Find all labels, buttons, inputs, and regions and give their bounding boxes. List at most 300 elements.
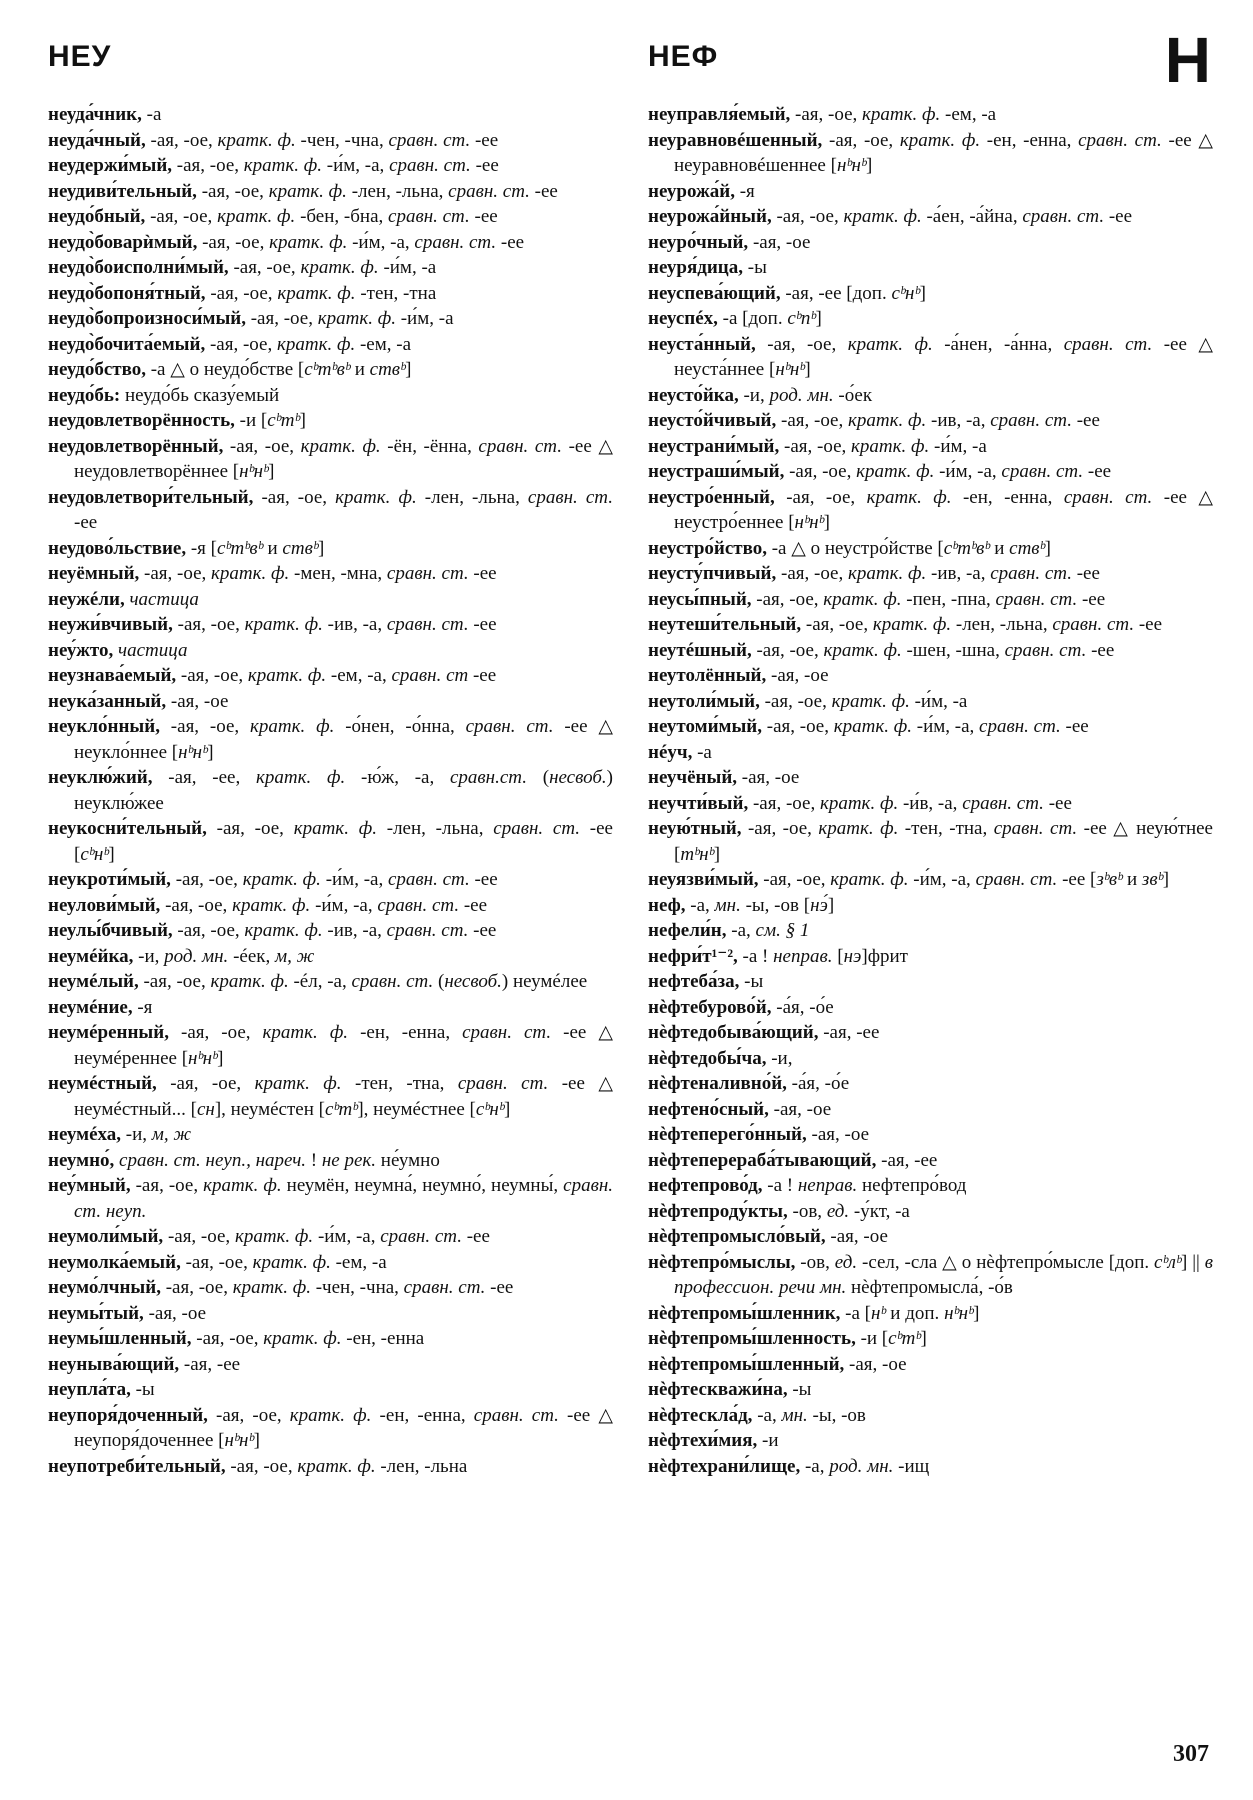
headword: неумолка́емый,: [48, 1251, 181, 1273]
dictionary-entry: [648, 893, 1213, 919]
entry-text: -ая, -ое,: [197, 231, 270, 253]
headword: неузнава́емый,: [48, 665, 177, 686]
dictionary-entry: [48, 357, 613, 383]
grammar-label: кратк. ф.: [899, 129, 981, 151]
entry-text: -ее: [469, 206, 498, 227]
entry-text: ]: [866, 155, 873, 176]
grammar-label: нᵇнᵇ: [224, 1430, 254, 1451]
headword: неумéренный,: [48, 1022, 169, 1043]
grammar-label: сравн. ст.: [388, 129, 471, 151]
dictionary-entry: [48, 102, 613, 128]
dictionary-entry: [48, 153, 613, 179]
entry-text: неудо́бь сказу́емый: [120, 384, 280, 406]
dictionary-entry: [48, 255, 613, 281]
grammar-label: сравн. ст.: [473, 1404, 559, 1426]
entry-text: -и́м, -а: [395, 308, 454, 329]
dictionary-entry: [648, 1046, 1213, 1072]
grammar-label: сравн. ст.: [990, 410, 1072, 431]
entry-text: ], неумéстен [: [214, 1098, 325, 1120]
entry-text: -ая, -ое,: [205, 282, 278, 304]
dictionary-entry: [648, 1377, 1213, 1403]
headword: нефтено́сный,: [648, 1098, 769, 1120]
dictionary-entry: [48, 995, 613, 1021]
entry-text: ]: [919, 282, 926, 304]
grammar-label: нᵇнᵇ: [944, 1302, 974, 1324]
grammar-label: сравн. ст.: [1022, 206, 1105, 227]
entry-text: -чен, -чна,: [310, 1277, 404, 1298]
entry-text: -ая, -ое,: [139, 563, 212, 584]
headword: неумéстный,: [48, 1073, 157, 1094]
entry-text: -ы: [743, 257, 767, 278]
entry-text: ]: [207, 741, 214, 763]
entry-text: -ее: [470, 129, 499, 151]
grammar-label: кратк. ф.: [232, 1277, 311, 1298]
entry-text: ]: [827, 894, 835, 916]
grammar-label: кратк. ф.: [823, 588, 902, 610]
entry-text: -ая, -ое: [748, 231, 811, 253]
headword: неуравновéшенный,: [648, 129, 823, 151]
headword: неуязви́мый,: [648, 869, 759, 890]
grammar-label: частица: [129, 588, 199, 610]
entry-text: -ая, -ое,: [159, 716, 251, 737]
headword: неустрани́мый,: [648, 435, 780, 457]
headword: неумы́тый,: [48, 1302, 144, 1324]
headword: нѐфтепромы́шленность,: [648, 1328, 856, 1349]
headword: неукло́нный,: [48, 716, 160, 737]
entry-text: -ов,: [787, 1200, 827, 1222]
entry-text: -ая, -ое,: [180, 1251, 253, 1273]
entry-text: -ая, -ое,: [751, 639, 824, 661]
headword: неукроти́мый,: [48, 869, 171, 890]
entry-text: ]: [713, 843, 721, 865]
entry-text: -éл, -а,: [288, 971, 352, 992]
entry-text: -а !: [737, 945, 774, 967]
entry-text: и доп.: [885, 1302, 945, 1324]
grammar-label: сравн. ст.: [979, 716, 1061, 737]
dictionary-entry: [648, 1454, 1213, 1480]
entry-text: -ее △ неудовлетворённее [: [74, 435, 613, 482]
headword: нефри́т¹⁻²,: [648, 945, 738, 967]
grammar-label: кратк. ф.: [263, 1328, 342, 1349]
dictionary-entry: [648, 1020, 1213, 1046]
entry-text: -а: [141, 104, 162, 125]
dictionary-entry: [48, 689, 613, 715]
dictionary-entry: [48, 765, 613, 816]
entry-text: -ее: [496, 231, 525, 253]
headword: неупоря́доченный,: [48, 1404, 208, 1426]
grammar-label: сравн. ст.: [995, 588, 1078, 610]
entry-text: -у́кт, -а: [849, 1200, 910, 1222]
entry-text: -ем, -а,: [326, 665, 392, 686]
entry-text: -и́м, -а,: [908, 869, 976, 890]
dictionary-entry: [648, 434, 1213, 460]
dictionary-entry: [648, 663, 1213, 689]
grammar-label: сᵇтᵇ: [324, 1098, 358, 1120]
headword: неустраши́мый,: [648, 461, 785, 482]
entry-text: -ю́ж, -а,: [345, 767, 450, 788]
dictionary-entry: [48, 867, 613, 893]
entry-text: -я: [734, 180, 755, 202]
entry-text: -и́м, -а,: [320, 869, 388, 890]
headword: неумéлый,: [48, 971, 139, 992]
entry-text: -ая, -ое,: [741, 818, 819, 839]
headword: неуря́дица,: [648, 257, 744, 278]
dictionary-entry: [648, 1122, 1213, 1148]
grammar-label: мн.: [714, 894, 741, 916]
grammar-label: тᵇнᵇ: [680, 843, 714, 865]
entry-text: -ая, -ое: [825, 1226, 888, 1247]
entry-text: -ая, -ое,: [130, 1175, 204, 1196]
grammar-label: сравн. ст.: [389, 155, 471, 176]
grammar-label: сᵇтᵇвᵇ: [217, 537, 263, 559]
grammar-label: кратк. ф.: [268, 180, 347, 202]
headword: неуёмный,: [48, 563, 140, 584]
entry-text: -ее: [468, 563, 497, 584]
grammar-label: кратк. ф.: [217, 129, 296, 151]
entry-text: -и́м, -а,: [310, 894, 378, 916]
headword: неу́мный,: [48, 1175, 131, 1196]
headword: неуправля́емый,: [648, 104, 791, 125]
headword: неумно́,: [48, 1149, 115, 1171]
dictionary-entry: [48, 816, 613, 867]
headword: неумы́шленный,: [48, 1328, 192, 1349]
entry-text: -ее: [1134, 614, 1163, 635]
headword: неуныва́ющий,: [48, 1353, 180, 1375]
dictionary-entry: [48, 663, 613, 689]
headword: неудо̀бопроизноси́мый,: [48, 308, 246, 329]
entry-text: -ая, -ое: [737, 767, 800, 788]
dictionary-entry: [48, 179, 613, 205]
entry-text: неумён, неумна́, неумно́, неумны́,: [281, 1175, 564, 1196]
grammar-label: кратк. ф.: [300, 257, 379, 278]
entries-column-left: [48, 102, 613, 1479]
entry-text: -мен, -мна,: [289, 563, 387, 584]
grammar-label: сравн. ст.: [457, 1073, 549, 1094]
headword: неудово́льствие,: [48, 537, 187, 559]
dictionary-entry: [648, 536, 1213, 562]
entry-text: [: [832, 945, 844, 967]
entry-text: ]: [405, 359, 412, 380]
entry-text: и: [349, 359, 370, 380]
dictionary-entry: [48, 128, 613, 154]
dictionary-entry: [648, 485, 1213, 536]
entry-text: -а́ен, -а́йна,: [921, 206, 1023, 227]
dictionary-entry: [48, 918, 613, 944]
dictionary-entry: [48, 1275, 613, 1301]
headword: неую́тный,: [648, 818, 742, 839]
entry-text: -ая, -ое,: [755, 333, 848, 355]
grammar-label: неправ.: [773, 945, 833, 967]
grammar-label: сᵇнᵇ: [891, 282, 920, 304]
entry-text: -ее: [468, 665, 497, 686]
entry-text: -а,: [726, 920, 756, 941]
entry-text: -ая, -ое,: [168, 1022, 263, 1043]
entry-text: -а [: [840, 1302, 871, 1324]
entry-text: ]: [1162, 869, 1170, 890]
dictionary-entry: [48, 1173, 613, 1224]
entry-text: ]: [108, 843, 115, 865]
headword: нѐфтедобыва́ющий,: [648, 1022, 819, 1043]
grammar-label: кратк. ф.: [831, 690, 910, 712]
dictionary-entry: [648, 867, 1213, 893]
dictionary-entry: [48, 561, 613, 587]
dictionary-entry: [648, 230, 1213, 256]
entry-text: -ее △ неустро́еннее [: [674, 486, 1213, 533]
entry-text: -ен, -енна: [341, 1328, 425, 1349]
headword: неуро́чный,: [648, 231, 749, 253]
entry-text: -ем, -а: [355, 333, 412, 355]
grammar-label: кратк. ф.: [244, 920, 323, 941]
grammar-label: кратк. ф.: [203, 1175, 282, 1196]
dictionary-entry: [48, 1377, 613, 1403]
entry-text: -ая, -ое,: [223, 435, 301, 457]
dictionary-entry: [648, 791, 1213, 817]
entry-text: -ее: [485, 1277, 514, 1298]
dictionary-entry: [648, 1148, 1213, 1174]
grammar-label: кратк. ф.: [262, 1022, 349, 1043]
dictionary-entry: [648, 1071, 1213, 1097]
grammar-label: сравн. ст.: [386, 614, 469, 635]
headword: нѐфтехи́мия,: [648, 1430, 758, 1451]
entry-text: -бен, -бна,: [295, 206, 389, 227]
dictionary-entry: [648, 459, 1213, 485]
entry-text: -а́нен, -а́нна,: [932, 333, 1064, 355]
entry-text: -ее: [529, 180, 558, 202]
entry-text: -ён, -ённа,: [380, 435, 479, 457]
dictionary-entry: [648, 128, 1213, 179]
headword: нефтеба́за,: [648, 971, 740, 992]
entry-text: -тен, -тна,: [898, 818, 994, 839]
dictionary-entry: [648, 1250, 1213, 1301]
entry-text: -ив, -а,: [322, 920, 387, 941]
entry-text: -и́в, -а,: [898, 792, 963, 814]
entry-text: -ая, -ое,: [225, 1455, 298, 1477]
grammar-label: кратк. ф.: [243, 155, 323, 176]
entry-text: и: [989, 537, 1010, 559]
headword: нѐфтеналивно́й,: [648, 1073, 787, 1094]
entry-text: -и́м, -а: [378, 257, 437, 278]
grammar-label: кратк. ф.: [848, 410, 927, 431]
entry-text: ) неумéлее: [501, 971, 588, 992]
grammar-label: сᵇнᵇ: [80, 843, 109, 865]
headword: неупла́та,: [48, 1379, 131, 1400]
grammar-label: сᵇтᵇ: [267, 410, 300, 431]
entry-text: (: [433, 971, 445, 992]
entry-text: -ее: [1083, 461, 1112, 482]
entry-text: -а́я, -о́е: [786, 1073, 850, 1094]
dictionary-entry: [48, 1403, 613, 1454]
entry-text: -ая, -ое,: [245, 308, 318, 329]
entry-text: -а [доп.: [717, 308, 788, 329]
entry-text: -ая, -ое,: [776, 410, 848, 431]
entry-text: -ая, -ое: [166, 690, 229, 712]
grammar-label: сравн. ст.: [1078, 129, 1162, 151]
entry-text: -ая, -ое,: [160, 1277, 233, 1298]
headword: нѐфтепромы́шленный,: [648, 1353, 845, 1375]
entry-text: -ее: [1104, 206, 1133, 227]
entry-text: -и́м, -а: [909, 690, 968, 712]
grammar-label: кратк. ф.: [255, 767, 346, 788]
entry-text: ]: [217, 1047, 224, 1069]
entry-text: -лен, -льна: [375, 1455, 468, 1477]
headword: неумéха,: [48, 1124, 122, 1145]
headword: неуда́чный,: [48, 129, 146, 151]
dictionary-entry: [648, 1301, 1213, 1327]
grammar-label: зᵇвᵇ: [1096, 869, 1123, 890]
grammar-label: род. мн.: [769, 384, 834, 406]
entry-text: -ая, -ое,: [253, 486, 336, 508]
dictionary-entry: [48, 1071, 613, 1122]
entry-text: -ее: [469, 869, 498, 890]
grammar-label: сравн. ст.: [962, 792, 1044, 814]
dictionary-entry: [48, 1326, 613, 1352]
grammar-label: м, ж: [275, 945, 315, 967]
grammar-label: сравн. ст.: [386, 920, 469, 941]
entry-text: -ее △ неумéреннее [: [74, 1022, 613, 1069]
grammar-label: сравн. ст. неуп.: [74, 1175, 613, 1222]
entry-text: -ее △ неумéстный... [: [74, 1073, 613, 1120]
entry-text: -ая, -ое,: [822, 129, 900, 151]
entry-text: -пен, -пна,: [901, 588, 996, 610]
entry-text: -éек,: [228, 945, 275, 967]
headword: неурожа́йный,: [648, 206, 772, 227]
grammar-label: сравн. ст.: [403, 1277, 486, 1298]
dictionary-entry: [48, 434, 613, 485]
grammar-label: кратк. ф.: [211, 563, 290, 584]
grammar-label: мн.: [781, 1404, 808, 1426]
headword: неутéшный,: [648, 639, 752, 661]
headword: неудовлетворённый,: [48, 435, 224, 457]
headword: неудо̀боварѝмый,: [48, 231, 198, 253]
entry-text: и: [1122, 869, 1142, 890]
grammar-label: сᵇтᵇвᵇ: [943, 537, 990, 559]
headword: неусту́пчивый,: [648, 563, 777, 584]
grammar-label: в профессион. речи мн.: [674, 1251, 1213, 1298]
dictionary-entry: [648, 740, 1213, 766]
headword: нѐфтескла́д,: [648, 1404, 753, 1426]
grammar-label: сравн. ст.: [990, 563, 1072, 584]
entry-text: -ив, -а,: [322, 614, 387, 635]
grammar-label: род. мн.: [164, 945, 229, 967]
grammar-label: не рек.: [321, 1149, 377, 1171]
dictionary-entry: [48, 638, 613, 664]
dictionary-entry: [648, 1428, 1213, 1454]
grammar-label: кратк. ф.: [300, 435, 381, 457]
grammar-label: кратк. ф.: [862, 104, 941, 125]
headword: неулови́мый,: [48, 894, 161, 916]
headword: неужéли,: [48, 588, 125, 610]
entry-text: -ая, -ое,: [205, 333, 277, 355]
grammar-label: кратк. ф.: [866, 486, 952, 508]
entry-text: -ем, -а: [940, 104, 997, 125]
entry-text: -я [: [186, 537, 217, 559]
entry-text: -лен, -льна,: [416, 486, 528, 508]
dictionary-entry: [648, 179, 1213, 205]
entry-text: -ен, -енна,: [980, 129, 1079, 151]
entry-text: -ая, -ее: [179, 1353, 241, 1375]
entry-text: -ен, -енна,: [951, 486, 1064, 508]
grammar-label: частица: [118, 639, 188, 661]
grammar-label: кратк. ф.: [232, 894, 311, 916]
dictionary-entry: [648, 816, 1213, 867]
entry-text: (: [526, 767, 550, 788]
grammar-label: сравн.ст.: [449, 767, 527, 788]
entry-text: -ая, -ое,: [774, 486, 867, 508]
entry-text: -ая, -ое,: [170, 869, 243, 890]
grammar-label: кратк. ф.: [297, 1455, 376, 1477]
entry-text: -ее △ неуравновéшеннее [: [674, 129, 1213, 176]
entry-text: -ее: [1086, 639, 1115, 661]
headword: неуста́нный,: [648, 333, 756, 355]
dictionary-entry: [648, 1403, 1213, 1429]
entry-text: -а,: [685, 894, 715, 916]
grammar-label: кратк. ф.: [833, 716, 912, 737]
entry-text: -ая, -ее [доп.: [780, 282, 892, 304]
entry-text: -ая, -ое,: [228, 257, 301, 278]
grammar-label: сᵇтᵇвᵇ: [304, 359, 350, 380]
entry-text: -ая, -ое,: [776, 563, 848, 584]
entry-text: ]: [503, 1098, 511, 1120]
grammar-label: несвоб.: [549, 767, 607, 788]
grammar-label: кратк. ф.: [244, 614, 323, 635]
headword: нефели́н,: [648, 920, 727, 941]
dictionary-entry: [648, 306, 1213, 332]
entry-text: -лен, -льна,: [376, 818, 494, 839]
grammar-label: сравн. ст.: [478, 435, 563, 457]
dictionary-entry: [48, 1352, 613, 1378]
entry-text: -а́я, -о́е: [771, 996, 834, 1018]
headword: нѐфтебурово́й,: [648, 996, 772, 1018]
dictionary-entry: [48, 281, 613, 307]
headword: нѐфтеперераба́тывающий,: [648, 1149, 877, 1171]
entry-text: -ее [: [1057, 869, 1097, 890]
dictionary-entry: [48, 1122, 613, 1148]
grammar-label: род. мн.: [829, 1455, 894, 1477]
entry-text: -ая, -ое,: [160, 894, 233, 916]
headword: неуда́чник,: [48, 104, 142, 125]
entry-text: -ая, -ое,: [784, 461, 857, 482]
dictionary-entry: [648, 332, 1213, 383]
headword: неучёный,: [648, 767, 738, 788]
entry-text: -ее: [461, 1226, 490, 1247]
grammar-label: сᵇлᵇ: [1154, 1251, 1181, 1273]
headword: неудо́бный,: [48, 206, 146, 227]
entry-text: -ая, -ее: [818, 1022, 880, 1043]
dictionary-entry: [648, 281, 1213, 307]
headword: неуспéх,: [648, 308, 718, 329]
dictionary-entry: [48, 944, 613, 970]
entry-text: -сел, -сла △ о нѐфтепро́мысле [доп.: [857, 1251, 1155, 1273]
grammar-label: звᵇ: [1141, 869, 1163, 890]
grammar-label: сᵇпᵇ: [787, 308, 816, 329]
entry-text: -ая, -ое,: [758, 869, 831, 890]
dictionary-entry: [48, 587, 613, 613]
entry-text: ]: [804, 359, 811, 380]
dictionary-entry: [48, 230, 613, 256]
entry-text: нефтепро́вод: [857, 1175, 967, 1196]
dictionary-entry: [648, 638, 1213, 664]
grammar-label: ствᵇ: [369, 359, 406, 380]
grammar-label: сравн. ст.: [414, 231, 497, 253]
grammar-label: ствᵇ: [282, 537, 318, 559]
headword: неумéйка,: [48, 945, 134, 967]
headword: неусто́йка,: [648, 384, 739, 406]
headword: неука́занный,: [48, 690, 167, 712]
grammar-label: нᵇнᵇ: [775, 359, 805, 380]
grammar-label: кратк. ф.: [217, 206, 296, 227]
entry-text: -ая, -ое: [768, 1098, 832, 1120]
entry-text: -ая, -ое,: [145, 129, 218, 151]
